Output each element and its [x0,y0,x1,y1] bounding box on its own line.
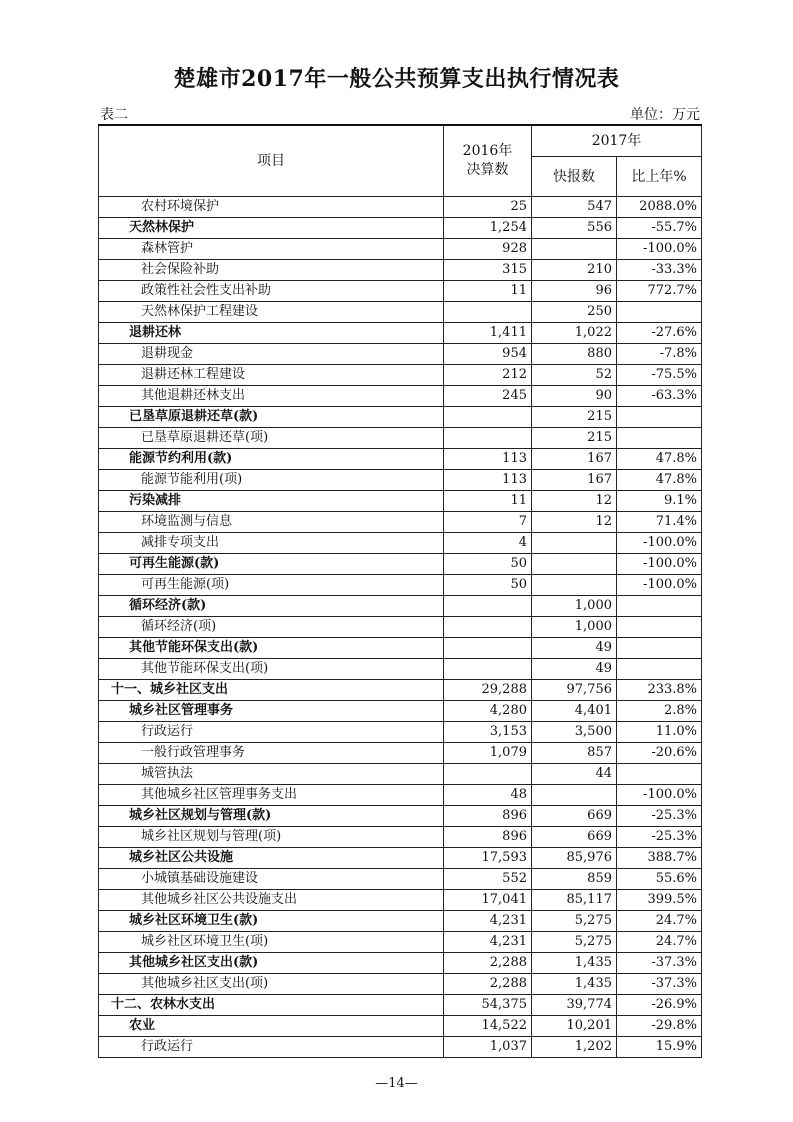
row-2016-value: 113 [444,449,532,470]
row-2017-value: 1,000 [532,596,617,617]
unit-label: 单位：万元 [630,107,700,123]
row-2016-value: 896 [444,806,532,827]
row-2017-value: 1,435 [532,974,617,995]
header-2016-year: 2016年 [462,143,513,159]
row-item-name: 已垦草原退耕还草(款) [99,407,444,428]
row-item-name: 循环经济(项) [99,617,444,638]
row-yoy-percent [617,596,702,617]
row-2016-value: 113 [444,470,532,491]
row-2016-value: 3,153 [444,722,532,743]
row-item-name: 天然林保护工程建设 [99,302,444,323]
row-yoy-percent: 388.7% [617,848,702,869]
row-item-name: 其他城乡社区公共设施支出 [99,890,444,911]
row-2017-value [532,575,617,596]
row-item-name: 其他城乡社区管理事务支出 [99,785,444,806]
row-item-name: 城乡社区规划与管理(款) [99,806,444,827]
header-2016 [444,125,532,197]
table-row [99,197,702,218]
table-row [99,743,702,764]
row-2016-value: 14,522 [444,1016,532,1037]
table-row [99,974,702,995]
row-item-name: 政策性社会性支出补助 [99,281,444,302]
row-2016-value: 4,280 [444,701,532,722]
row-2017-value: 1,202 [532,1037,617,1058]
table-body [99,197,702,1058]
row-yoy-percent: 24.7% [617,932,702,953]
row-item-name: 污染减排 [99,491,444,512]
row-2016-value: 1,037 [444,1037,532,1058]
table-row [99,302,702,323]
row-item-name: 城乡社区管理事务 [99,701,444,722]
table-row [99,722,702,743]
row-2017-value: 49 [532,638,617,659]
row-yoy-percent: -25.3% [617,827,702,848]
table-row [99,659,702,680]
table-row [99,953,702,974]
row-2016-value: 4,231 [444,932,532,953]
row-2017-value: 96 [532,281,617,302]
row-2017-value: 215 [532,407,617,428]
row-2017-value: 1,435 [532,953,617,974]
row-yoy-percent: -29.8% [617,1016,702,1037]
row-2017-value: 669 [532,827,617,848]
row-2017-value: 556 [532,218,617,239]
row-yoy-percent [617,428,702,449]
row-2016-value: 212 [444,365,532,386]
row-item-name: 其他退耕还林支出 [99,386,444,407]
row-2016-value: 11 [444,491,532,512]
row-2016-value: 2,288 [444,953,532,974]
row-2016-value: 245 [444,386,532,407]
row-yoy-percent: 2.8% [617,701,702,722]
table-row [99,806,702,827]
row-yoy-percent: -55.7% [617,218,702,239]
row-item-name: 十二、农林水支出 [99,995,444,1016]
row-item-name: 行政运行 [99,722,444,743]
table-row [99,596,702,617]
table-row [99,575,702,596]
row-item-name: 小城镇基础设施建设 [99,869,444,890]
row-yoy-percent: -25.3% [617,806,702,827]
row-item-name: 森林管护 [99,239,444,260]
row-2016-value [444,596,532,617]
row-yoy-percent [617,638,702,659]
row-item-name: 行政运行 [99,1037,444,1058]
table-row [99,701,702,722]
table-row [99,995,702,1016]
row-item-name: 环境监测与信息 [99,512,444,533]
row-2017-value: 167 [532,470,617,491]
header-2017: 2017年 [532,125,702,157]
row-item-name: 城管执法 [99,764,444,785]
row-yoy-percent: -7.8% [617,344,702,365]
table-row [99,491,702,512]
row-2016-value: 17,041 [444,890,532,911]
row-item-name: 循环经济(款) [99,596,444,617]
row-yoy-percent: 15.9% [617,1037,702,1058]
row-item-name: 城乡社区公共设施 [99,848,444,869]
row-yoy-percent: 47.8% [617,470,702,491]
table-row [99,428,702,449]
table-row [99,932,702,953]
row-2016-value: 50 [444,554,532,575]
table-row [99,449,702,470]
table-row [99,1037,702,1058]
table-row [99,680,702,701]
header-quick-report: 快报数 [532,157,617,197]
row-item-name: 能源节能利用(项) [99,470,444,491]
table-row [99,470,702,491]
header-item: 项目 [99,125,444,197]
row-2016-value: 7 [444,512,532,533]
row-2016-value: 1,411 [444,323,532,344]
row-item-name: 减排专项支出 [99,533,444,554]
table-row [99,533,702,554]
row-2016-value: 25 [444,197,532,218]
row-yoy-percent: -75.5% [617,365,702,386]
header-yoy: 比上年% [617,157,702,197]
row-2017-value: 1,000 [532,617,617,638]
row-2017-value: 250 [532,302,617,323]
row-2017-value [532,554,617,575]
row-2017-value: 215 [532,428,617,449]
row-2017-value: 49 [532,659,617,680]
row-2017-value: 5,275 [532,932,617,953]
row-2017-value: 547 [532,197,617,218]
row-item-name: 退耕现金 [99,344,444,365]
row-2017-value: 5,275 [532,911,617,932]
row-item-name: 其他城乡社区支出(款) [99,953,444,974]
row-item-name: 农业 [99,1016,444,1037]
row-2017-value: 669 [532,806,617,827]
table-row [99,281,702,302]
row-2017-value: 85,117 [532,890,617,911]
row-2016-value: 954 [444,344,532,365]
row-2016-value: 1,079 [444,743,532,764]
row-2016-value [444,302,532,323]
table-row [99,638,702,659]
row-yoy-percent: 2088.0% [617,197,702,218]
row-2017-value: 90 [532,386,617,407]
row-item-name: 农村环境保护 [99,197,444,218]
row-2017-value [532,533,617,554]
table-row [99,323,702,344]
row-2016-value: 1,254 [444,218,532,239]
row-2017-value: 12 [532,491,617,512]
row-item-name: 天然林保护 [99,218,444,239]
row-item-name: 可再生能源(项) [99,575,444,596]
row-yoy-percent: 399.5% [617,890,702,911]
row-2016-value: 928 [444,239,532,260]
row-yoy-percent: -37.3% [617,974,702,995]
row-2016-value [444,407,532,428]
row-yoy-percent: 11.0% [617,722,702,743]
row-yoy-percent: -37.3% [617,953,702,974]
row-2016-value: 54,375 [444,995,532,1016]
row-2016-value: 552 [444,869,532,890]
row-yoy-percent: -26.9% [617,995,702,1016]
row-item-name: 城乡社区规划与管理(项) [99,827,444,848]
row-yoy-percent: -100.0% [617,554,702,575]
row-yoy-percent: 71.4% [617,512,702,533]
row-yoy-percent: 772.7% [617,281,702,302]
row-2016-value: 17,593 [444,848,532,869]
row-item-name: 城乡社区环境卫生(款) [99,911,444,932]
row-item-name: 城乡社区环境卫生(项) [99,932,444,953]
table-row [99,617,702,638]
row-2017-value: 1,022 [532,323,617,344]
row-yoy-percent [617,659,702,680]
row-yoy-percent: -100.0% [617,785,702,806]
row-yoy-percent: -63.3% [617,386,702,407]
row-2017-value: 857 [532,743,617,764]
row-2017-value: 12 [532,512,617,533]
page-number: —14— [375,1076,418,1091]
table-row [99,785,702,806]
row-2016-value: 11 [444,281,532,302]
row-item-name: 其他节能环保支出(项) [99,659,444,680]
row-2016-value: 4 [444,533,532,554]
row-2017-value: 3,500 [532,722,617,743]
row-yoy-percent: -20.6% [617,743,702,764]
table-row [99,512,702,533]
row-2017-value: 44 [532,764,617,785]
row-yoy-percent: 47.8% [617,449,702,470]
row-yoy-percent: -100.0% [617,239,702,260]
table-row [99,848,702,869]
row-item-name: 能源节约利用(款) [99,449,444,470]
row-item-name: 十一、城乡社区支出 [99,680,444,701]
row-yoy-percent [617,617,702,638]
row-2016-value: 50 [444,575,532,596]
table-row [99,890,702,911]
table-label: 表二 [100,107,128,123]
row-item-name: 退耕还林 [99,323,444,344]
row-yoy-percent [617,407,702,428]
row-2016-value [444,428,532,449]
table-row [99,869,702,890]
row-2016-value [444,638,532,659]
row-2016-value [444,659,532,680]
row-item-name: 可再生能源(款) [99,554,444,575]
table-row [99,344,702,365]
row-yoy-percent: 55.6% [617,869,702,890]
row-2016-value: 4,231 [444,911,532,932]
row-2017-value: 52 [532,365,617,386]
row-2016-value: 48 [444,785,532,806]
row-2016-value: 896 [444,827,532,848]
row-2017-value [532,785,617,806]
table-row [99,554,702,575]
table-row [99,911,702,932]
row-yoy-percent: -27.6% [617,323,702,344]
header-2016-final: 决算数 [466,162,509,178]
row-2017-value: 4,401 [532,701,617,722]
table-row [99,1016,702,1037]
row-2017-value: 39,774 [532,995,617,1016]
row-2016-value [444,764,532,785]
row-item-name: 一般行政管理事务 [99,743,444,764]
row-2017-value: 85,976 [532,848,617,869]
table-row [99,764,702,785]
row-2017-value: 10,201 [532,1016,617,1037]
table-row [99,386,702,407]
row-yoy-percent: -100.0% [617,533,702,554]
budget-table [98,124,702,1058]
table-row [99,827,702,848]
row-2016-value: 315 [444,260,532,281]
table-row [99,239,702,260]
row-yoy-percent: 24.7% [617,911,702,932]
row-2016-value: 29,288 [444,680,532,701]
row-yoy-percent [617,764,702,785]
table-row [99,407,702,428]
row-item-name: 其他城乡社区支出(项) [99,974,444,995]
row-2017-value: 880 [532,344,617,365]
row-2017-value: 859 [532,869,617,890]
row-yoy-percent: -100.0% [617,575,702,596]
table-row [99,365,702,386]
row-yoy-percent: -33.3% [617,260,702,281]
row-2016-value: 2,288 [444,974,532,995]
row-2017-value: 97,756 [532,680,617,701]
row-2017-value [532,239,617,260]
row-item-name: 已垦草原退耕还草(项) [99,428,444,449]
table-row [99,218,702,239]
table-row [99,260,702,281]
row-item-name: 社会保险补助 [99,260,444,281]
row-item-name: 其他节能环保支出(款) [99,638,444,659]
row-item-name: 退耕还林工程建设 [99,365,444,386]
row-yoy-percent: 9.1% [617,491,702,512]
row-2017-value: 167 [532,449,617,470]
row-yoy-percent [617,302,702,323]
row-2016-value [444,617,532,638]
page-title: 楚雄市2017年一般公共预算支出执行情况表 [173,66,620,92]
row-yoy-percent: 233.8% [617,680,702,701]
row-2017-value: 210 [532,260,617,281]
